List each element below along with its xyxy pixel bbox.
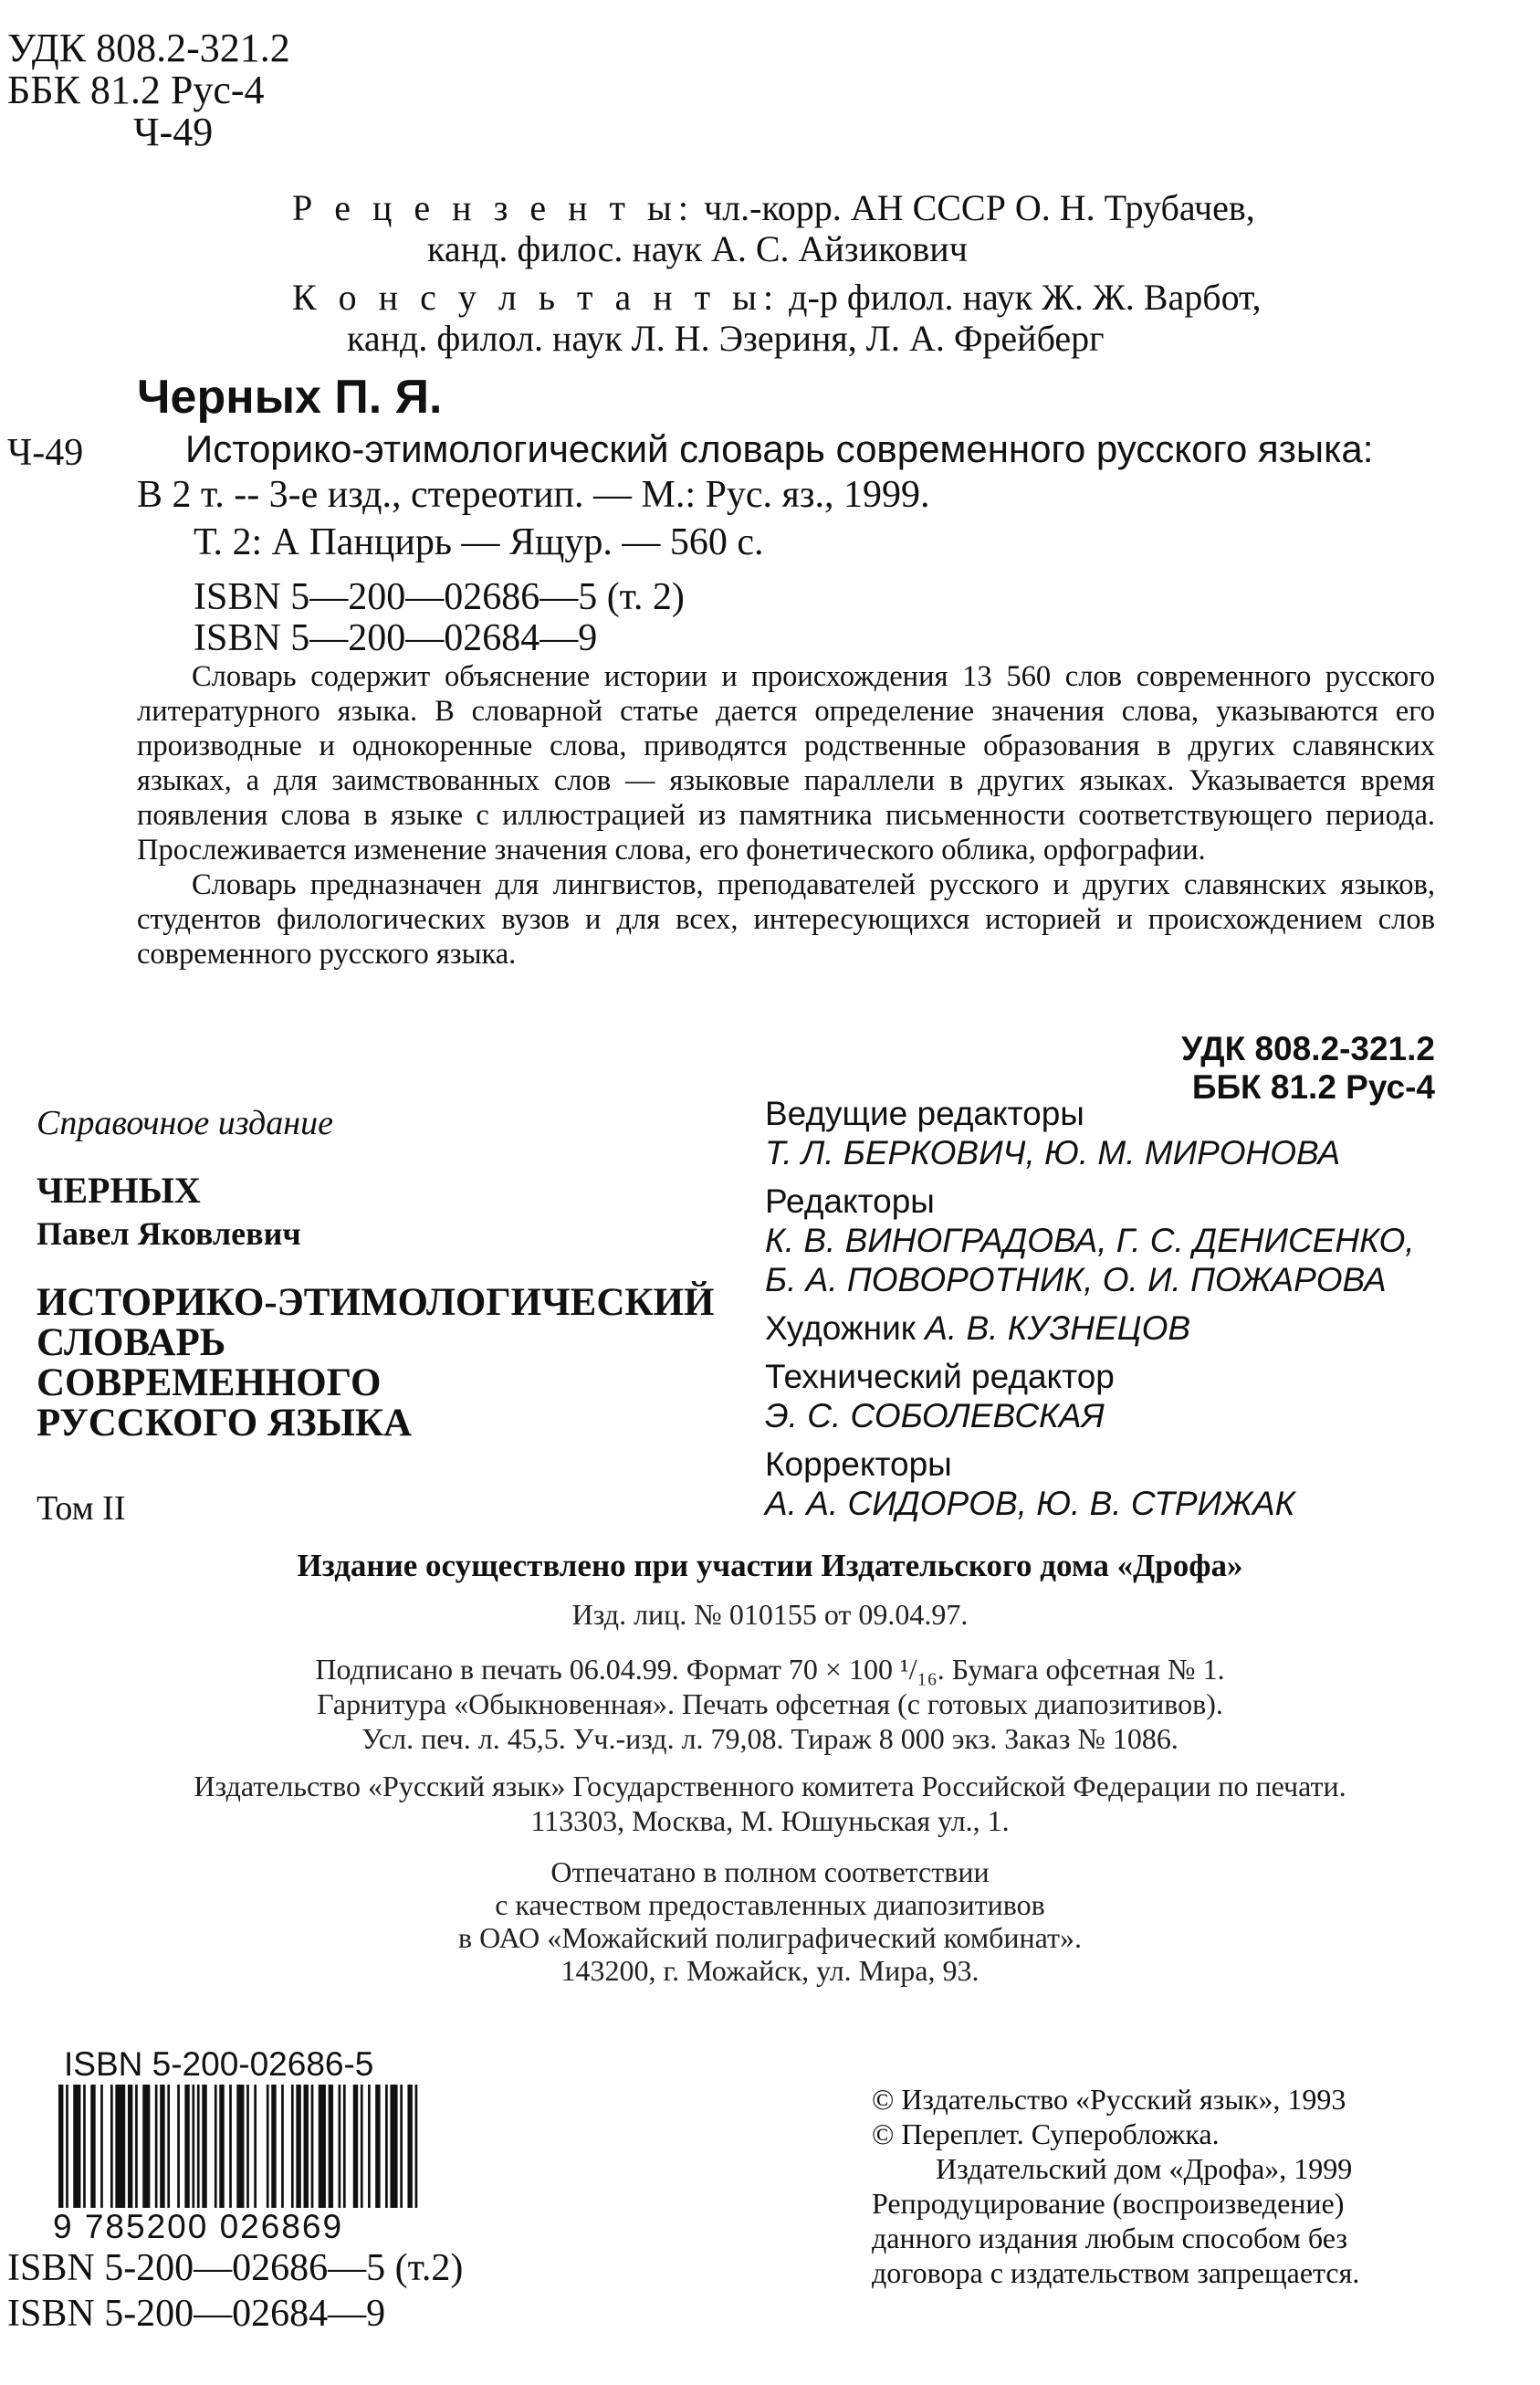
barcode-bar bbox=[58, 2085, 63, 2208]
barcode-digits: 9 785200 026869 bbox=[53, 2208, 344, 2245]
barcode-bar bbox=[142, 2085, 150, 2208]
bottom-isbn-set: ISBN 5-200—02684—9 bbox=[7, 2293, 386, 2335]
barcode-bar bbox=[192, 2085, 194, 2208]
imprint-surname: ЧЕРНЫХ bbox=[37, 1170, 201, 1211]
author-mark: Ч-49 bbox=[133, 110, 214, 154]
imprint-volume: Том II bbox=[37, 1489, 126, 1528]
barcode-bar bbox=[385, 2085, 388, 2208]
publisher-line: Издательство «Русский язык» Государственного комитета Российской Федерации по печати. bbox=[194, 1770, 1346, 1802]
barcode-bar bbox=[66, 2085, 68, 2208]
bottom-isbn-volume: ISBN 5-200—02686—5 (т.2) bbox=[7, 2247, 464, 2289]
print-line: Подписано в печать 06.04.99. Формат 70 × 100 ¹/₁₆. Бумага офсетная № 1. bbox=[315, 1653, 1225, 1686]
barcode-bar bbox=[353, 2085, 358, 2208]
edition-type: Справочное издание bbox=[37, 1104, 333, 1142]
isbn-set: ISBN 5—200—02684—9 bbox=[194, 617, 598, 659]
staff-names: Э. С. СОБОЛЕВСКАЯ bbox=[765, 1397, 1105, 1434]
author-heading: Черных П. Я. bbox=[137, 371, 443, 424]
printer-line: 143200, г. Можайск, ул. Мира, 93. bbox=[560, 1954, 980, 1987]
barcode-bar bbox=[90, 2085, 95, 2208]
barcode-bar bbox=[407, 2085, 412, 2208]
printer-line: Отпечатано в полном соответствии bbox=[550, 1855, 990, 1888]
staff-role: Художник bbox=[765, 1309, 916, 1347]
title-line: Историко-этимологический словарь современного русского языка: bbox=[185, 427, 1374, 470]
barcode-bar bbox=[390, 2085, 397, 2208]
staff-role: Корректоры bbox=[765, 1445, 952, 1483]
printer-line: в ОАО «Можайский полиграфический комбинат». bbox=[457, 1921, 1083, 1954]
consultants-text2: канд. филол. наук Л. Н. Эзериня, Л. А. Фрейберг bbox=[347, 318, 1105, 359]
barcode-bar bbox=[184, 2085, 189, 2208]
udk-code: УДК 808.2-321.2 bbox=[7, 26, 290, 70]
staff-names: Т. Л. БЕРКОВИЧ, Ю. М. МИРОНОВА bbox=[765, 1134, 1341, 1171]
barcode-isbn-label: ISBN 5-200-02686-5 bbox=[64, 2045, 374, 2083]
copyright-line: © Издательство «Русский язык», 1993 bbox=[872, 2083, 1346, 2116]
barcode-bar bbox=[415, 2085, 418, 2208]
barcode-bar bbox=[271, 2085, 276, 2208]
copyright-line: данного издания любым способом без bbox=[872, 2222, 1347, 2254]
copyright-line: © Переплет. Суперобложка. bbox=[872, 2117, 1220, 2150]
consultants-text1: д-р филол. наук Ж. Ж. Варбот, bbox=[789, 277, 1262, 318]
barcode-bar bbox=[319, 2085, 326, 2208]
barcode-bar bbox=[361, 2085, 363, 2208]
barcode-bar bbox=[291, 2085, 294, 2208]
copyright-line: Издательский дом «Дрофа», 1999 bbox=[936, 2152, 1353, 2185]
barcode-bar bbox=[202, 2085, 206, 2208]
barcode-bar bbox=[135, 2085, 138, 2208]
annotation bbox=[137, 659, 1435, 972]
udk-right-code: УДК 808.2-321.2 bbox=[1181, 1030, 1435, 1067]
staff-list bbox=[765, 1094, 1415, 1532]
barcode-bar bbox=[197, 2085, 200, 2208]
edition-line: В 2 т. -- 3-е изд., стереотип. — М.: Рус. яз., 1999. bbox=[137, 474, 930, 516]
barcode-image bbox=[58, 2085, 420, 2208]
annotation-paragraph-2: Словарь предназначен для лингвистов, преподавателей русского и других славянских языков, студентов филологических вузов и для всех, интересующихся историей и происхождением слов современного русского языка. bbox=[137, 868, 1435, 971]
bbk-code: ББК 81.2 Рус-4 bbox=[7, 68, 265, 112]
publisher-line: 113303, Москва, М. Юшуньская ул., 1. bbox=[530, 1804, 1010, 1837]
imprint-title-line: СОВРЕМЕННОГО bbox=[37, 1361, 382, 1404]
reviewers-label: Р е ц е н з е н т ы: bbox=[292, 187, 695, 228]
barcode-bar bbox=[229, 2085, 232, 2208]
staff-names: А. А. СИДОРОВ, Ю. В. СТРИЖАК bbox=[765, 1485, 1295, 1522]
barcode-bar bbox=[115, 2085, 125, 2208]
copyright-line: Репродуцирование (воспроизведение) bbox=[872, 2187, 1345, 2220]
staff-names: А. В. КУЗНЕЦОВ bbox=[925, 1309, 1191, 1347]
reviewers-text2: канд. филос. наук А. С. Айзикович bbox=[427, 228, 968, 269]
barcode-bar bbox=[246, 2085, 249, 2208]
imprint-title-line: РУССКОГО ЯЗЫКА bbox=[37, 1402, 413, 1445]
copyright-line: договора с издательством запрещается. bbox=[872, 2256, 1360, 2289]
barcode-bar bbox=[304, 2085, 309, 2208]
consultants-label: К о н с у л ь т а н т ы: bbox=[292, 277, 780, 318]
publisher-participation: Издание осуществлено при участии Издательского дома «Дрофа» bbox=[297, 1548, 1243, 1583]
staff-role: Редакторы bbox=[765, 1182, 935, 1220]
barcode-bar bbox=[215, 2085, 217, 2208]
printer-line: с качеством предоставленных диапозитивов bbox=[495, 1888, 1045, 1921]
barcode-bar bbox=[83, 2085, 86, 2208]
print-line: Усл. печ. л. 45,5. Уч.-изд. л. 79,08. Тираж 8 000 экз. Заказ № 1086. bbox=[361, 1722, 1179, 1755]
reviewers-line1 bbox=[292, 187, 1255, 229]
copyright-block bbox=[872, 2082, 1359, 2290]
barcode-bar bbox=[375, 2085, 380, 2208]
barcode-bar bbox=[177, 2085, 180, 2208]
barcode-bar bbox=[100, 2085, 103, 2208]
barcode-bar bbox=[281, 2085, 284, 2208]
barcode-bar bbox=[343, 2085, 346, 2208]
bbk-right-code: ББК 81.2 Рус-4 bbox=[1191, 1068, 1435, 1106]
staff-names: Б. А. ПОВОРОТНИК, О. И. ПОЖАРОВА bbox=[765, 1261, 1387, 1298]
barcode-bar bbox=[311, 2085, 314, 2208]
barcode-bar bbox=[128, 2085, 132, 2208]
barcode-bar bbox=[160, 2085, 164, 2208]
barcode-bar bbox=[329, 2085, 333, 2208]
isbn-volume: ISBN 5—200—02686—5 (т. 2) bbox=[194, 576, 685, 618]
barcode-bar bbox=[254, 2085, 257, 2208]
barcode-bar bbox=[400, 2085, 403, 2208]
reviewers-text1: чл.-корр. АН СССР О. Н. Трубачев, bbox=[704, 187, 1255, 228]
staff-role: Технический редактор bbox=[765, 1358, 1115, 1395]
imprint-title bbox=[37, 1283, 715, 1444]
staff-role: Ведущие редакторы bbox=[765, 1095, 1084, 1132]
imprint-title-line: ИСТОРИКО-ЭТИМОЛОГИЧЕСКИЙ bbox=[37, 1281, 715, 1324]
barcode-bar bbox=[155, 2085, 158, 2208]
barcode-bar bbox=[236, 2085, 244, 2208]
consultants-line1 bbox=[292, 277, 1262, 319]
header-codes bbox=[7, 27, 290, 153]
staff-names: К. В. ВИНОГРАДОВА, Г. С. ДЕНИСЕНКО, bbox=[765, 1222, 1415, 1259]
barcode-bar bbox=[73, 2085, 80, 2208]
barcode-bar bbox=[368, 2085, 371, 2208]
volume-line: Т. 2: А Панцирь — Ящур. — 560 с. bbox=[194, 521, 764, 563]
author-code: Ч-49 bbox=[7, 432, 84, 474]
barcode-bar bbox=[110, 2085, 113, 2208]
barcode-bar bbox=[267, 2085, 269, 2208]
staff-artist bbox=[765, 1308, 1415, 1348]
license-line: Изд. лиц. № 010155 от 09.04.97. bbox=[571, 1598, 969, 1631]
print-line: Гарнитура «Обыкновенная». Печать офсетная (с готовых диапозитивов). bbox=[317, 1687, 1223, 1720]
barcode-bar bbox=[296, 2085, 300, 2208]
barcode-bar bbox=[167, 2085, 170, 2208]
barcode-bar bbox=[338, 2085, 340, 2208]
imprint-title-line: СЛОВАРЬ bbox=[37, 1321, 226, 1364]
imprint-name: Павел Яковлевич bbox=[37, 1215, 301, 1252]
annotation-paragraph-1: Словарь содержит объяснение истории и происхождения 13 560 слов современного русского литературного языка. В словарной статье дается определение значения слова, указываются его производные и однокоренные слова, приводятся родственные образования в других славянских языках, а для заимствованных слов — языковые параллели в других языках. Указывается время появления слова в языке с иллюстрацией из памятника письменности соответствующего периода. Прослеживается изменение значения слова, его фонетического облика, орфографии. bbox=[137, 660, 1435, 867]
barcode-bar bbox=[219, 2085, 224, 2208]
